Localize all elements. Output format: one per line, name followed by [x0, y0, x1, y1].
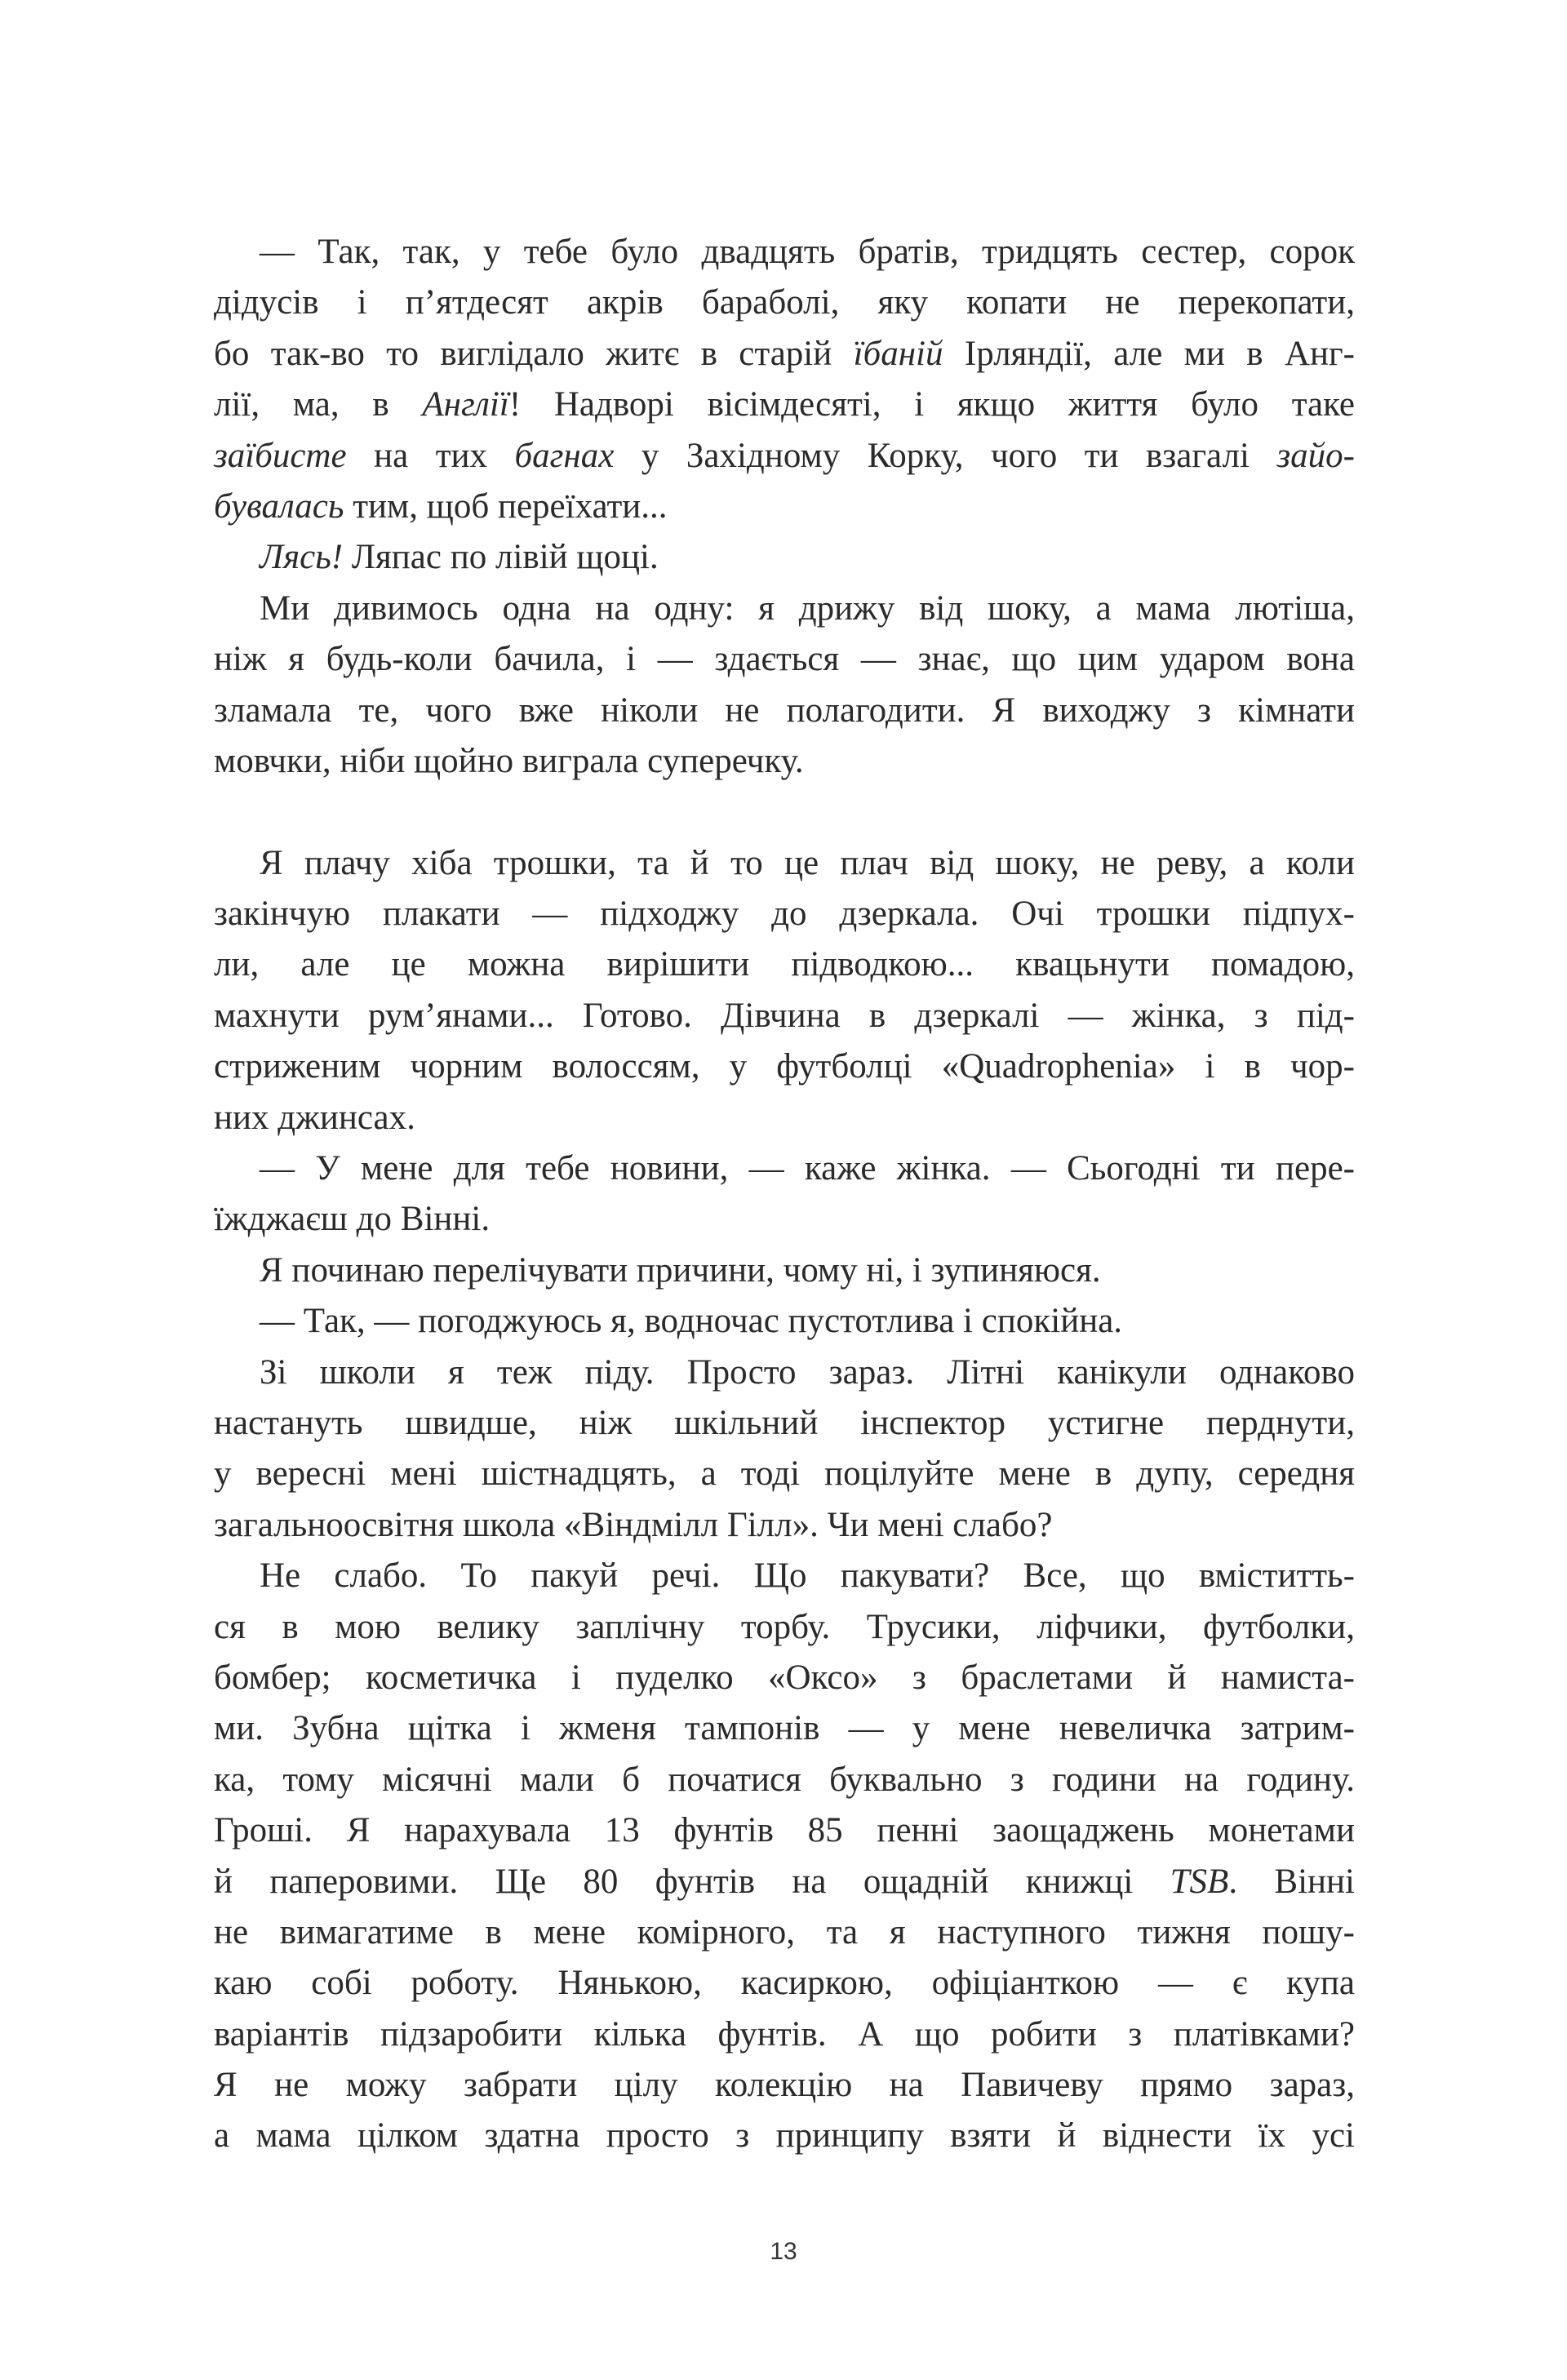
text-line — [214, 1348, 1355, 1398]
text-line — [214, 736, 1355, 787]
text-line — [214, 1194, 1355, 1245]
text-line — [214, 1857, 1355, 1907]
text-line — [214, 686, 1355, 736]
text-line — [214, 991, 1355, 1041]
italic-text: Англії — [422, 385, 509, 424]
paragraph — [214, 1296, 1355, 1347]
italic-text: TSB — [1170, 1862, 1229, 1901]
text: ли, але це можна вирішити підводкою... квацьнути помадою, — [214, 945, 1355, 984]
text: зламала те, чого вже ніколи не полагодити. Я виходжу з кімнати — [214, 690, 1355, 730]
text-line — [214, 1805, 1355, 1856]
text: — У мене для тебе новини, — каже жінка. — Сьогодні ти пере- — [260, 1149, 1355, 1188]
text: їжджаєш до Вінні. — [214, 1200, 491, 1239]
text-line — [214, 1653, 1355, 1703]
text-line — [214, 329, 1355, 380]
text-line — [214, 2111, 1355, 2161]
text-line — [214, 2060, 1355, 2111]
paragraph — [214, 838, 1355, 1143]
text-line — [214, 1143, 1355, 1194]
paragraph — [214, 1143, 1355, 1246]
paragraph — [214, 1348, 1355, 1552]
paragraph — [214, 227, 1355, 532]
text: — Так, — погоджуюсь я, водночас пустотлива і спокійна. — [260, 1302, 1123, 1341]
text: ми. Зубна щітка і жменя тампонів — у мене невеличка затрим- — [214, 1709, 1355, 1748]
page-number: 13 — [770, 2238, 797, 2265]
text: Я не можу забрати цілу колекцію на Павичеву прямо зараз, — [214, 2066, 1355, 2105]
text: махнути рум’янами... Готово. Дівчина в дзеркалі — жінка, з під- — [214, 996, 1355, 1035]
text-line — [214, 1093, 1355, 1143]
paragraph — [214, 1551, 1355, 2162]
page-body-text — [214, 227, 1355, 2162]
text: мовчки, ніби щойно виграла суперечку. — [214, 741, 804, 780]
italic-text: багнах — [514, 436, 615, 475]
text: Ляпас по лівій щоці. — [343, 538, 659, 577]
text: Гроші. Я нарахувала 13 фунтів 85 пенні заощаджень монетами — [214, 1811, 1355, 1850]
text-line — [214, 939, 1355, 990]
text: каю собі роботу. Нянькою, касиркою, офіціанткою — є купа — [214, 1964, 1355, 2003]
text: них джинсах. — [214, 1098, 415, 1137]
text-line — [214, 1602, 1355, 1653]
text: ніж я будь-коли бачила, і — здається — знає, що цим ударом вона — [214, 640, 1355, 679]
text-line — [214, 838, 1355, 889]
text: настануть швидше, ніж шкільний інспектор устигне перднути, — [214, 1403, 1355, 1442]
text-line — [214, 2009, 1355, 2060]
text-line — [214, 227, 1355, 278]
text-line — [214, 1907, 1355, 1958]
text-line — [214, 1755, 1355, 1805]
text: тим, щоб переїхати... — [344, 486, 668, 526]
text-line — [214, 889, 1355, 939]
text-line — [214, 1703, 1355, 1754]
text: варіантів підзаробити кілька фунтів. А що робити з платівками? — [214, 2014, 1355, 2054]
text-line — [214, 1958, 1355, 2009]
text-section — [214, 227, 1355, 787]
text-line — [214, 1041, 1355, 1092]
text-line — [214, 482, 1355, 532]
text-line — [214, 1500, 1355, 1551]
text: Ми дивимось одна на одну: я дрижу від шоку, а мама лютіша, — [260, 588, 1355, 628]
text-line — [214, 1246, 1355, 1296]
text: загальноосвітня школа «Віндмілл Гілл». Чи мені слабо? — [214, 1505, 1053, 1544]
italic-text: їбаній — [853, 334, 943, 373]
text: бо так-во то виглідало житє в старій — [214, 334, 854, 373]
text-line — [214, 532, 1355, 583]
text: й паперовими. Ще 80 фунтів на ощадній книжці — [214, 1862, 1170, 1901]
text-line — [214, 1296, 1355, 1347]
text-line — [214, 1449, 1355, 1499]
text: бомбер; косметичка і пуделко «Оксо» з браслетами й намиста- — [214, 1658, 1355, 1697]
text: стриженим чорним волоссям, у футболці «Quadrophenia» і в чор- — [214, 1047, 1355, 1086]
text-line — [214, 584, 1355, 634]
text: на тих — [346, 436, 515, 475]
italic-text: бувалась — [214, 486, 344, 526]
text: закінчую плакати — підходжу до дзеркала. Очі трошки підпух- — [214, 895, 1355, 934]
italic-text: зайо- — [1276, 436, 1356, 475]
text-line — [214, 278, 1355, 328]
paragraph — [214, 584, 1355, 788]
text-line — [214, 634, 1355, 685]
paragraph — [214, 532, 1355, 583]
text: дідусів і п’ятдесят акрів бараболі, яку копати не перекопати, — [214, 283, 1355, 322]
text: Я плачу хіба трошки, та й то це плач від шоку, не реву, а коли — [260, 843, 1355, 882]
italic-text: заїбисте — [214, 436, 347, 475]
text: Зі школи я теж піду. Просто зараз. Літні канікули однаково — [260, 1352, 1355, 1392]
text-line — [214, 1551, 1355, 1601]
italic-text: Лясь! — [260, 538, 344, 577]
text: ка, тому місячні мали б початися буквально з години на годину. — [214, 1760, 1355, 1799]
text: а мама цілком здатна просто з принципу взяти й віднести їх усі — [214, 2116, 1355, 2156]
text-line — [214, 1398, 1355, 1449]
text: Ірляндії, але ми в Анг- — [943, 334, 1355, 373]
text: лії, ма, в — [214, 385, 423, 424]
text: ся в мою велику заплічну торбу. Трусики, ліфчики, футболки, — [214, 1607, 1355, 1646]
paragraph — [214, 1246, 1355, 1296]
text: у вересні мені шістнадцять, а тоді поцілуйте мене в дупу, середня — [214, 1454, 1355, 1494]
text: не вимагатиме в мене комірного, та я наступного тижня пошу- — [214, 1912, 1355, 1952]
text: у Західному Корку, чого ти взагалі — [614, 436, 1277, 475]
text-line — [214, 431, 1355, 482]
text: . Вінні — [1228, 1862, 1355, 1901]
text: Я починаю перелічувати причини, чому ні, і зупиняюся. — [260, 1250, 1101, 1290]
text: ! Надворі вісімдесяті, і якщо життя було таке — [508, 385, 1355, 424]
text: Не слабо. То пакуй речі. Що пакувати? Все, що вміститть- — [260, 1556, 1355, 1596]
text-line — [214, 380, 1355, 430]
text: — Так, так, у тебе було двадцять братів, тридцять сестер, сорок — [260, 233, 1355, 271]
text-section — [214, 838, 1355, 2162]
